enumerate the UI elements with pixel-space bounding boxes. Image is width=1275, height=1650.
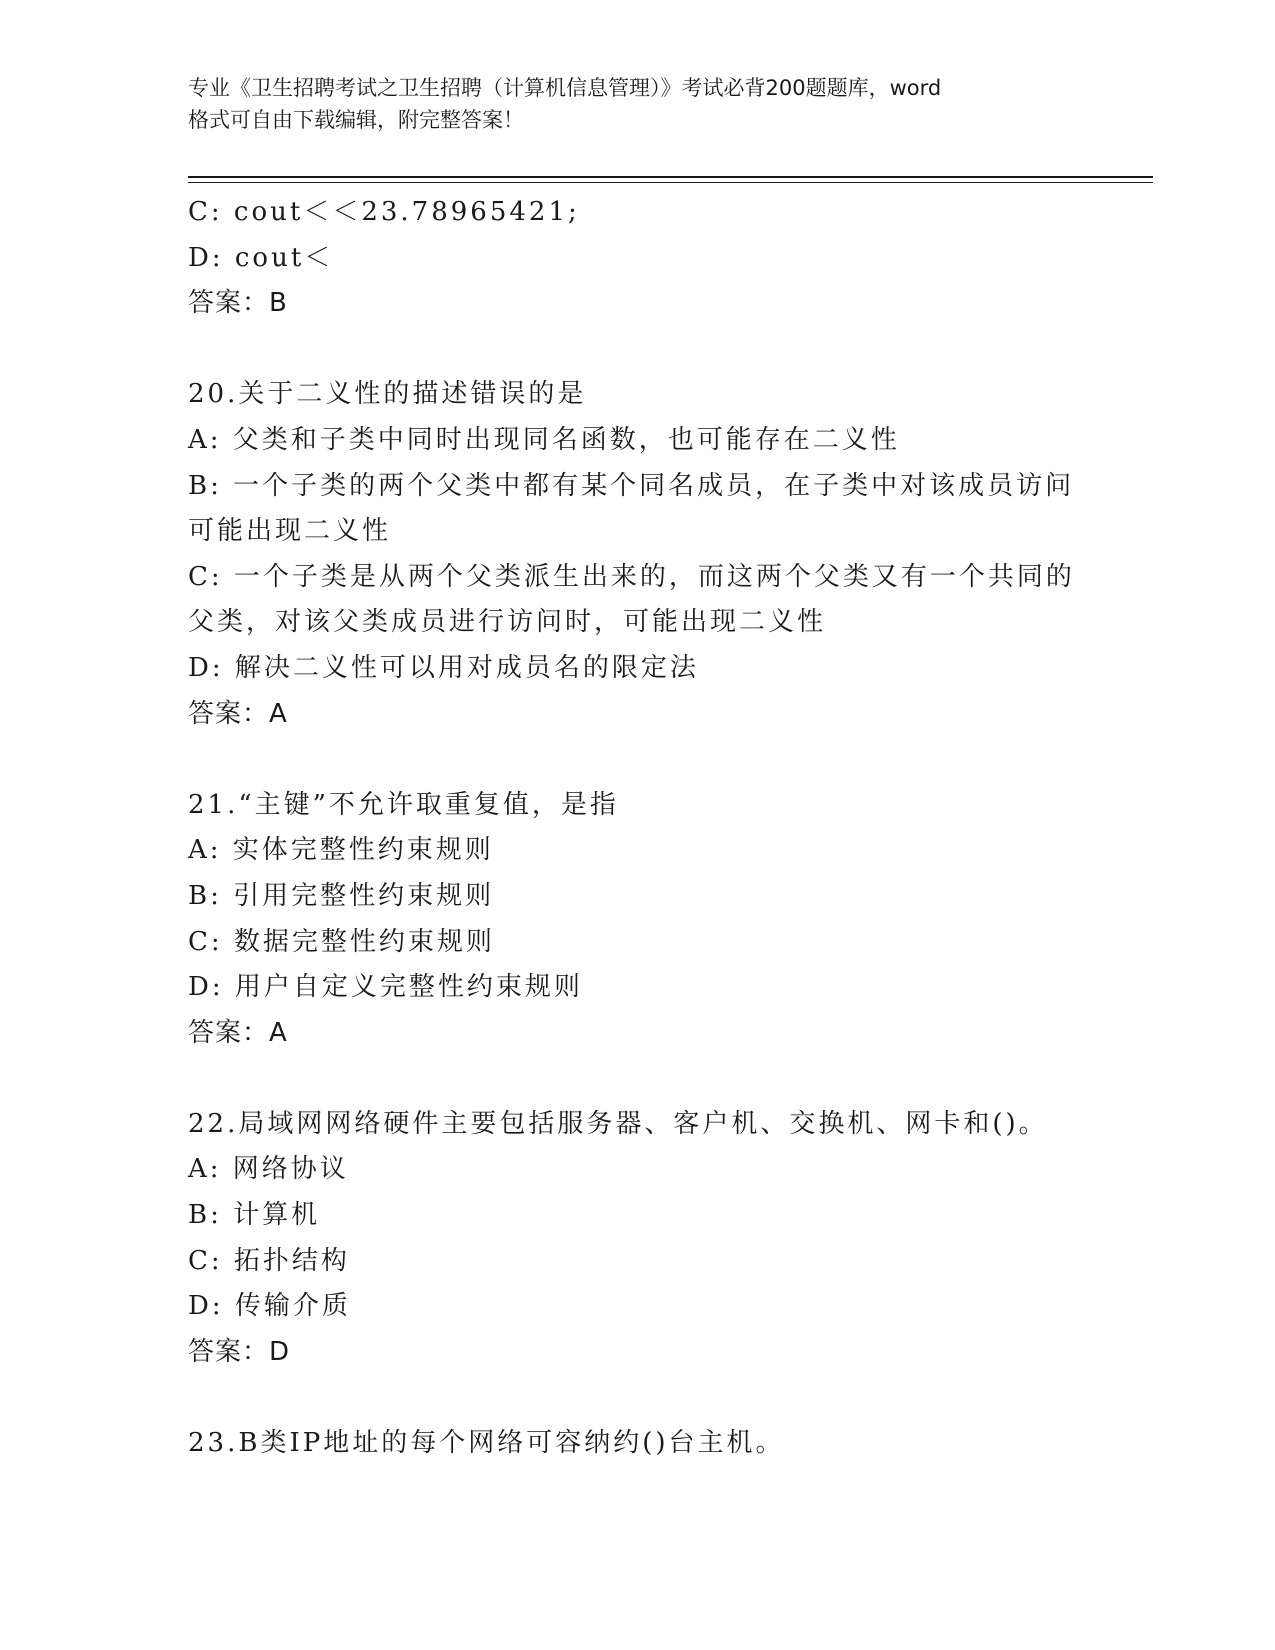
- answer-line: 答案：D: [188, 1336, 291, 1367]
- answer-line: 答案：A: [188, 1017, 288, 1048]
- option-a: A: 网络协议: [188, 1154, 349, 1185]
- option-c: C: 拓扑结构: [188, 1245, 350, 1276]
- header-divider-thick: [188, 176, 1153, 178]
- header-title-line-1: 专业《卫生招聘考试之卫生招聘（计算机信息管理）》考试必背200题题库，word: [188, 76, 942, 100]
- option-c: C: 数据完整性约束规则: [188, 926, 495, 957]
- option-c: C: 一个子类是从两个父类派生出来的，而这两个父类又有一个共同的: [188, 561, 1075, 592]
- option-b: B: 一个子类的两个父类中都有某个同名成员，在子类中对该成员访问: [188, 470, 1075, 501]
- option-b: B: 计算机: [188, 1200, 321, 1231]
- option-b-continued: 可能出现二义性: [188, 516, 392, 547]
- question-21: [188, 783, 1088, 1057]
- question-20: [188, 372, 1088, 737]
- question-stem: 21.“主键”不允许取重复值，是指: [188, 789, 619, 820]
- answer-line: 答案：B: [188, 288, 288, 319]
- option-a: A: 实体完整性约束规则: [188, 835, 494, 866]
- question-stem: 20.关于二义性的描述错误的是: [188, 379, 587, 410]
- option-d: D: 解决二义性可以用对成员名的限定法: [188, 652, 699, 683]
- option-d: D: 传输介质: [188, 1291, 351, 1322]
- question-stem: 22.局域网网络硬件主要包括服务器、客户机、交换机、网卡和()。: [188, 1108, 1048, 1139]
- option-d: D: cout＜: [188, 242, 334, 273]
- header-title-line-2: 格式可自由下载编辑，附完整答案！: [188, 108, 524, 132]
- header-divider-thin: [188, 182, 1153, 183]
- question-22: [188, 1102, 1088, 1376]
- question-list: [188, 190, 1088, 1467]
- option-b: B: 引用完整性约束规则: [188, 880, 495, 911]
- option-a: A: 父类和子类中同时出现同名函数，也可能存在二义性: [188, 424, 900, 455]
- question-23: [188, 1421, 1088, 1467]
- option-d: D: 用户自定义完整性约束规则: [188, 972, 583, 1003]
- question-stem: 23.B类IP地址的每个网络可容纳约()台主机。: [188, 1428, 785, 1459]
- option-c: C: cout＜＜23.78965421;: [188, 197, 580, 227]
- page-header: [188, 72, 1088, 136]
- option-c-continued: 父类，对该父类成员进行访问时，可能出现二义性: [188, 607, 827, 638]
- answer-line: 答案：A: [188, 698, 288, 729]
- question-fragment: [188, 190, 1088, 327]
